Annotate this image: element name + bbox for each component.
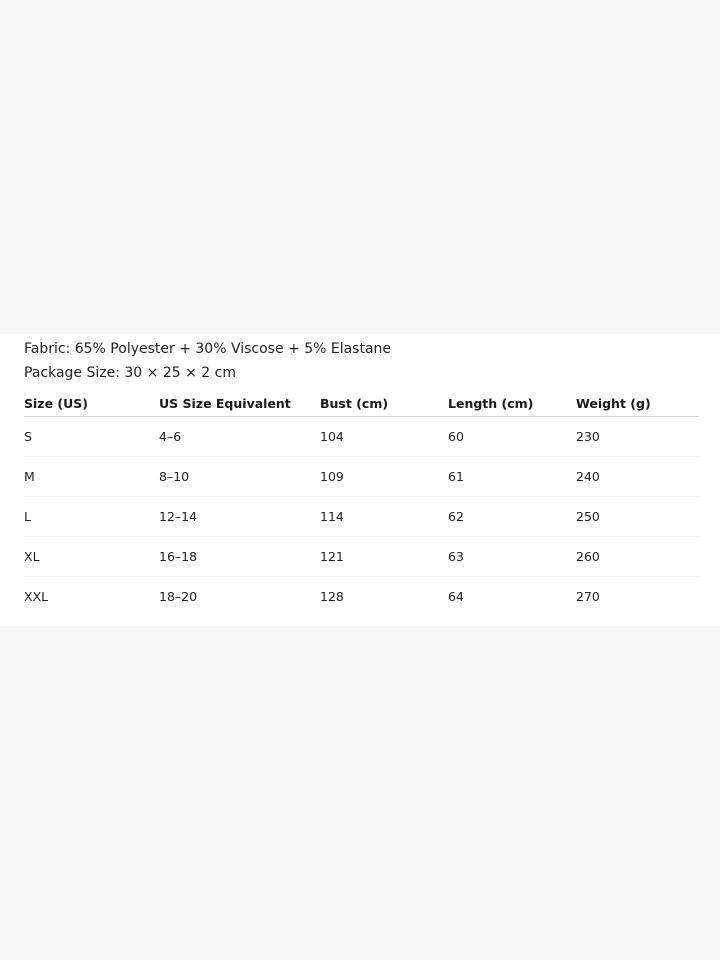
table-row (24, 577, 699, 617)
cell-length: 62 (448, 497, 576, 537)
cell-bust: 128 (320, 589, 344, 604)
column-header-length: Length (cm) (448, 390, 576, 417)
cell-bust: 121 (320, 537, 448, 577)
cell-weight: 260 (576, 537, 699, 577)
table-header-row (24, 390, 699, 417)
table-row (24, 537, 699, 577)
fabric-composition: Fabric: 65% Polyester + 30% Viscose + 5% Elastane (24, 341, 392, 357)
size-chart-table (24, 390, 699, 616)
column-header-us-size-equivalent: US Size Equivalent (159, 390, 320, 417)
cell-weight: 240 (576, 457, 699, 497)
column-header-weight: Weight (g) (576, 390, 699, 417)
cell-us-size-equivalent: 12–14 (159, 497, 320, 537)
cell-us-size-equivalent: 8–10 (159, 457, 320, 497)
cell-size: XL (24, 537, 159, 577)
cell-us-size-equivalent: 16–18 (159, 537, 320, 577)
cell-us-size-equivalent: 18–20 (159, 589, 198, 604)
cell-length: 64 (448, 589, 464, 604)
cell-size: XXL (24, 589, 49, 604)
package-size: Package Size: 30 × 25 × 2 cm (24, 365, 236, 381)
column-header-bust: Bust (cm) (320, 390, 448, 417)
cell-size: S (24, 417, 159, 457)
cell-bust: 114 (320, 497, 448, 537)
table-row (24, 497, 699, 537)
cell-size: M (24, 457, 159, 497)
cell-length: 60 (448, 417, 576, 457)
cell-size: L (24, 497, 159, 537)
cell-bust: 109 (320, 457, 448, 497)
cell-weight: 230 (576, 417, 699, 457)
cell-us-size-equivalent: 4–6 (159, 417, 320, 457)
cell-length: 61 (448, 457, 576, 497)
column-header-size: Size (US) (24, 390, 159, 417)
cell-bust: 104 (320, 417, 448, 457)
cell-weight: 270 (576, 589, 600, 604)
table-row (24, 457, 699, 497)
product-details-panel (0, 334, 720, 626)
cell-weight: 250 (576, 497, 699, 537)
table-row (24, 417, 699, 457)
cell-length: 63 (448, 537, 576, 577)
